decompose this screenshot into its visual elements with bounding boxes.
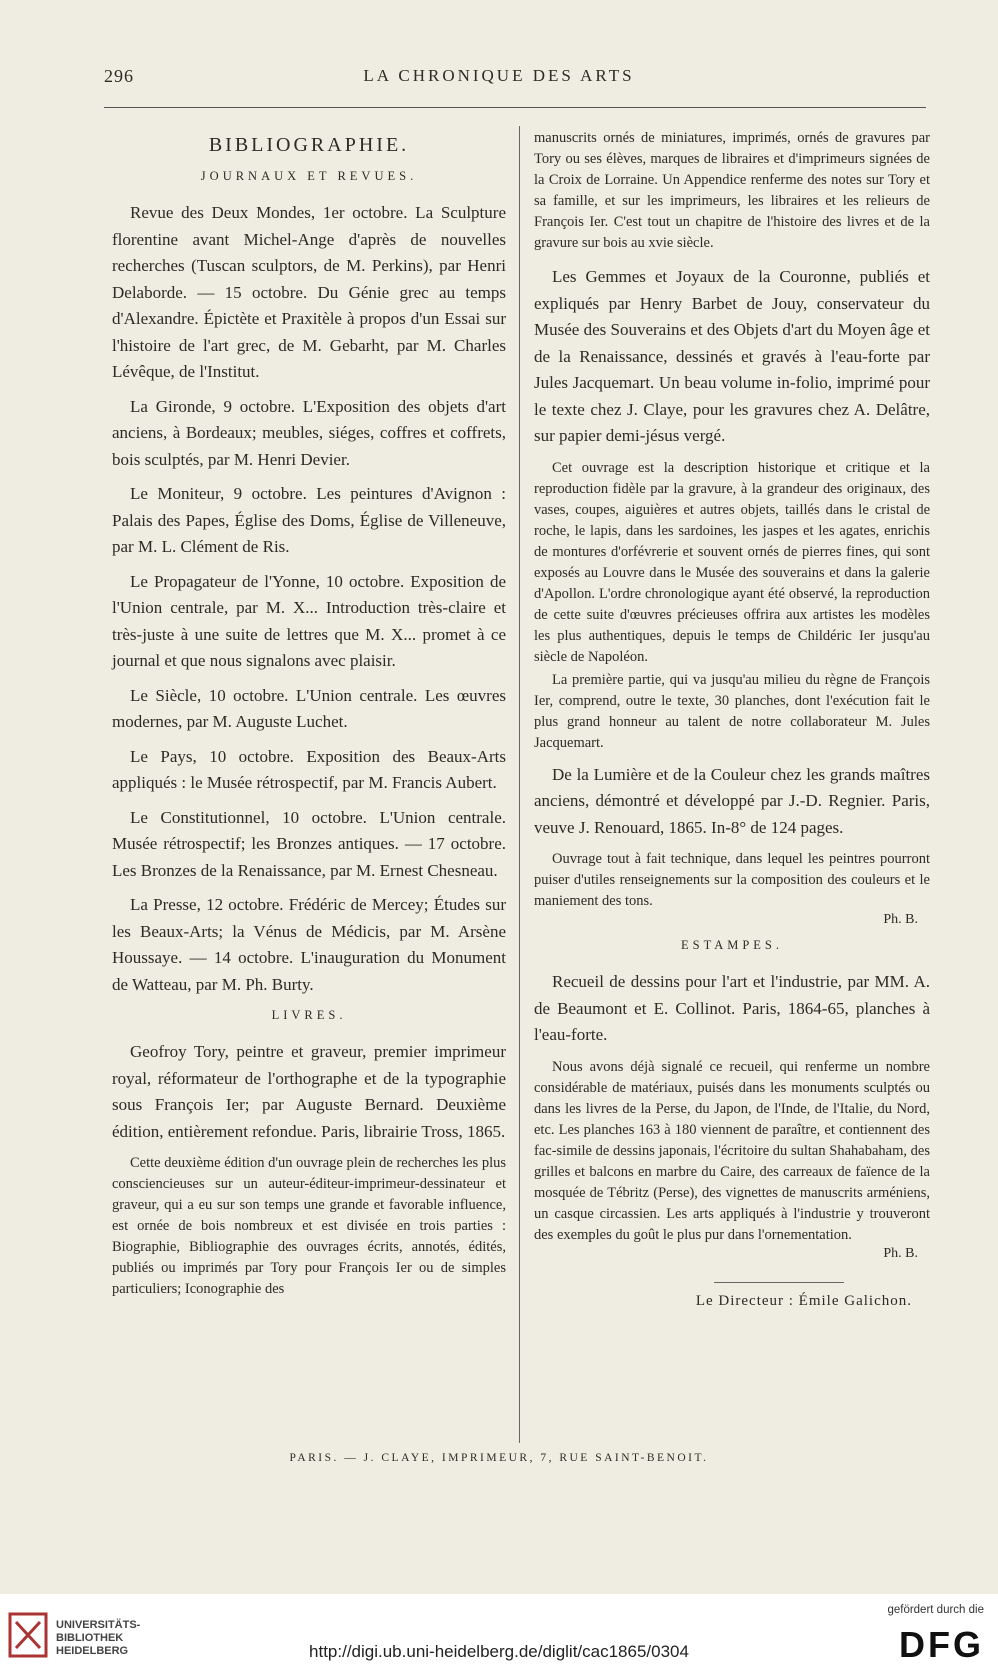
section-livres: LIVRES.	[271, 1008, 347, 1022]
header-rule	[104, 107, 926, 108]
book-geofroy-tory-continued: manuscrits ornés de miniatures, imprimés, ornés de gravures par Tory ou ses élèves, marques de libraires et d'imprimeurs signées de la Croix de Lorraine. Un Appendice renferme des notes sur Tory et sa famille, et sur les imprimeurs, les libraires et les relieurs de François Ier. C'est tout un chapitre de l'histoire des livres et de la gravure sur bois au xvie siècle.	[534, 130, 930, 251]
book-geofroy-tory: Geofroy Tory, peintre et graveur, premier imprimeur royal, réformateur de l'orthographe et de la typographie sous François Ier; par Auguste Bernard. Deuxième édition, entièrement refondue. Paris, librairie Tross, 1865.	[112, 1042, 506, 1141]
entry-propagateur: Le Propagateur de l'Yonne, 10 octobre. Exposition de l'Union centrale, par M. X... Introduction très-claire et très-juste à une suite de lettres que M. X... promet à ce journal et que nous signalons avec plaisir.	[112, 571, 506, 670]
book-geofroy-tory-note: Cette deuxième édition d'un ouvrage plein de recherches les plus consciencieuses sur un auteur-éditeur-imprimeur-dessinateur et graveur, qui a eu sur son temps une grande et favorable influence, est ornée de bois nombreux et est divisée en trois parties : Biographie, Bibliographie des ouvrages écrits, annotés, édités, publiés ou imprimés par Tory pour François Ier ou de simples particuliers; Iconographie des	[112, 1155, 506, 1297]
page-number: 296	[104, 66, 134, 86]
permalink-url[interactable]: http://digi.ub.uni-heidelberg.de/diglit/cac1865/0304	[309, 1642, 689, 1661]
closing-rule	[714, 1282, 844, 1283]
entry-siecle: Le Siècle, 10 octobre. L'Union centrale. Les œuvres modernes, par M. Auguste Luchet.	[112, 685, 506, 731]
signature-ph-b-1: Ph. B.	[883, 912, 918, 927]
bibliography-title: BIBLIOGRAPHIE.	[208, 134, 410, 156]
entry-gironde: La Gironde, 9 octobre. L'Exposition des objets d'art anciens, à Bordeaux; meubles, siéges, coffres et coffrets, bois sculptés, par M. Henri Devier.	[112, 396, 506, 469]
funder-caption: gefördert durch die	[887, 1604, 984, 1616]
print-recueil-note: Nous avons déjà signalé ce recueil, qui renferme un nombre considérable de matériaux, puisés dans les monuments sculptés ou dans les livres de la Perse, du Japon, de l'Inde, de l'Italie, du Nord, etc. Les planches 163 à 180 viennent de paraître, et contiennent des fac-simile de dessins japonais, l'écritoire du sultan Shahabaham, des grilles et balcons en marbre du Caire, des carreaux de faïence de la mosquée de Tébritz (Perse), des vignettes de manuscrits arméniens, un casque circassien. Les arts appliqués à l'industrie y trouveront des exemples du goût le plus pur dans l'ornementation.	[534, 1058, 930, 1243]
library-name: UNIVERSITÄTS- BIBLIOTHEK HEIDELBERG	[56, 1619, 141, 1657]
print-recueil-dessins: Recueil de dessins pour l'art et l'industrie, par MM. A. de Beaumont et E. Collinot. Paris, 1864-65, planches à l'eau-forte.	[534, 972, 930, 1044]
running-title: LA CHRONIQUE DES ARTS	[363, 66, 635, 85]
running-header	[0, 66, 998, 96]
right-column	[534, 128, 930, 1310]
printer-imprint: PARIS. — J. CLAYE, IMPRIMEUR, 7, RUE SAINT-BENOIT.	[289, 1452, 709, 1464]
book-gemmes-joyaux: Les Gemmes et Joyaux de la Couronne, publiés et expliqués par Henry Barbet de Jouy, conservateur du Musée des Souverains et des Objets d'art du Moyen âge et de la Renaissance, dessinés et gravés à l'eau-forte par Jules Jacquemart. Un beau volume in-folio, imprimé pour le texte chez J. Claye, pour les gravures chez A. Delâtre, sur papier demi-jésus vergé.	[534, 267, 930, 445]
entry-moniteur: Le Moniteur, 9 octobre. Les peintures d'Avignon : Palais des Papes, Église des Doms, Église de Villeneuve, par M. L. Clément de Ris.	[112, 484, 506, 556]
column-divider	[519, 126, 520, 1443]
entry-revue-deux-mondes: Revue des Deux Mondes, 1er octobre. La Sculpture florentine avant Michel-Ange d'après de nouvelles recherches (Tuscan sculptors, de M. Perkins), par Henri Delaborde. — 15 octobre. Du Génie grec au temps d'Alexandre. Épictète et Praxitèle à propos d'un Essai sur l'histoire de l'art grec, de M. Gebarht, par M. Charles Lévêque, de l'Institut.	[112, 203, 506, 381]
entry-pays: Le Pays, 10 octobre. Exposition des Beaux-Arts appliqués : le Musée rétrospectif, par M. Francis Aubert.	[112, 746, 506, 792]
entry-constitutionnel: Le Constitutionnel, 10 octobre. L'Union centrale. Musée rétrospectif; les Bronzes antiques. — 17 octobre. Les Bronzes de la Renaissance, par M. Ernest Chesneau.	[112, 807, 506, 880]
book-gemmes-note-1: Cet ouvrage est la description historique et critique et la reproduction fidèle par la gravure, à la grandeur des originaux, des vases, coupes, aiguières et autres objets, taillés dans le cristal de roche, le lapis, dans les sardoines, les jaspes et les agates, enrichis de montures d'orfévrerie et souvent ornés de pierres fines, qui sont exposés au Louvre dans le Musée des souverains et dans la galerie d'Apollon. L'ordre chronologique ayant été observé, la reproduction de cette suite d'œuvres précieuses offrira aux artistes les modèles les plus authentiques, depuis le temps de Childéric Ier jusqu'au siècle de Napoléon.	[534, 459, 930, 665]
left-column	[112, 128, 506, 1302]
director-signature: Le Directeur : Émile Galichon.	[695, 1292, 912, 1309]
entry-presse: La Presse, 12 octobre. Frédéric de Mercey; Études sur les Beaux-Arts; la Vénus de Médicis, par M. Arsène Houssaye. — 14 octobre. L'inauguration du Monument de Watteau, par M. Ph. Burty.	[112, 895, 506, 994]
book-lumiere-note: Ouvrage tout à fait technique, dans lequel les peintres pourront puiser d'utiles renseignements sur la composition des couleurs et le maniement des tons.	[534, 851, 930, 909]
digitization-footer	[0, 1594, 998, 1680]
book-gemmes-note-2: La première partie, qui va jusqu'au milieu du règne de François Ier, comprend, outre le texte, 30 planches, dont l'exécution fait le plus grand honneur au talent de notre collaborateur M. Jules Jacquemart.	[534, 671, 930, 751]
book-lumiere-couleur: De la Lumière et de la Couleur chez les grands maîtres anciens, démontré et développé par J.-D. Regnier. Paris, veuve J. Renouard, 1865. In-8° de 124 pages.	[534, 764, 930, 837]
dfg-logo: DFG	[899, 1624, 984, 1665]
section-journaux: JOURNAUX ET REVUES.	[200, 169, 418, 183]
section-estampes: ESTAMPES.	[680, 938, 784, 952]
signature-ph-b-2: Ph. B.	[883, 1245, 918, 1261]
